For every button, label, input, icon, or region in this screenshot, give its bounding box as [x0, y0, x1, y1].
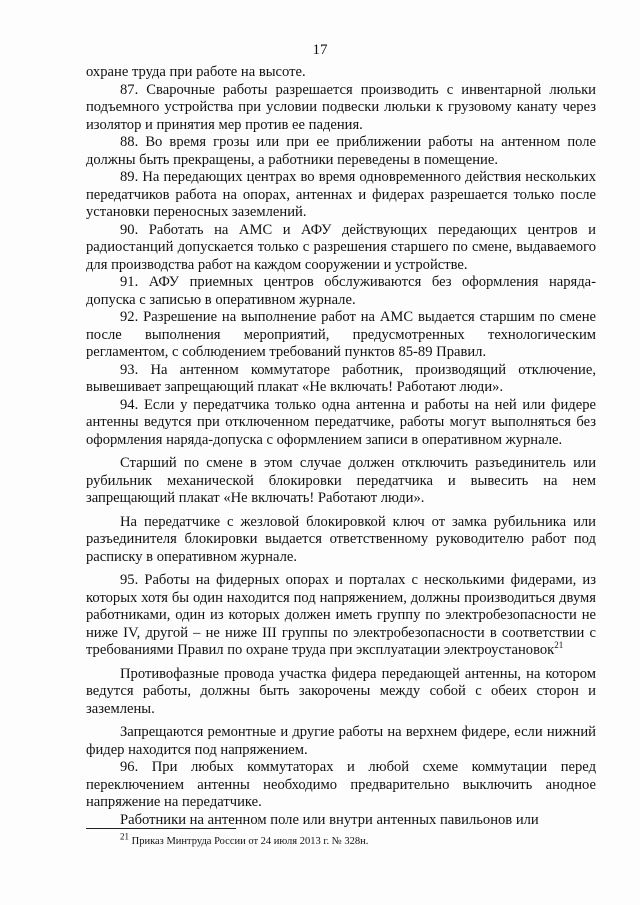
paragraph-92: 92. Разрешение на выполнение работ на АМС выдается старшим по смене после выполнения мероприятий, предусмотренных технологическим регламентом, с соблюдением требований пунктов 85-89 Правил. [86, 309, 596, 360]
paragraph-91: 91. АФУ приемных центров обслуживаются без оформления наряда-допуска с записью в оперативном журнале. [86, 274, 596, 308]
paragraph-94-baton-lock: На передатчике с жезловой блокировкой ключ от замка рубильника или разъединителя блокировки выдается ответственному руководителю работ под расписку в оперативном журнале. [86, 513, 596, 565]
paragraph-95 [86, 572, 596, 660]
document-body [86, 64, 596, 829]
paragraph-87: 87. Сварочные работы разрешается производить с инвентарной люльки подъемного устройства при условии подвески люльки к грузовому канату через изолятор и принятия мер против ее падения. [86, 81, 596, 133]
paragraph-94-shift-senior: Старший по смене в этом случае должен отключить разъединитель или рубильник механической блокировки передатчика и вывесить на нем запрещающий плакат «Не включать! Работают люди». [86, 455, 596, 506]
paragraph-96: 96. При любых коммутаторах и любой схеме коммутации перед переключением антенны необходимо предварительно выключить анодное напряжение на передатчике. [86, 759, 596, 810]
paragraph-95-text: 95. Работы на фидерных опорах и порталах с несколькими фидерами, из которых хотя бы один находится под напряжением, должны производиться двумя работниками, один из которых должен иметь группу по электробезопасности не ниже IV, другой – не ниже III группы по электробезопасности в соответствии с требованиями Правил по охране труда при эксплуатации электроустановок [86, 572, 596, 658]
footnote [86, 831, 596, 848]
paragraph-94: 94. Если у передатчика только одна антенна и работы на ней или фидере антенны ведутся при отключенном передатчике, работы могут выполняться без оформления наряда-допуска с оформлением записи в оперативном журнале. [86, 396, 596, 448]
paragraph-96-workers: Работники на антенном поле или внутри антенных павильонов или [120, 811, 539, 828]
paragraph-continuation: охране труда при работе на высоте. [86, 64, 306, 80]
footnote-text: Приказ Минтруда России от 24 июля 2013 г. № 328н. [131, 836, 369, 847]
paragraph-95-upper-feeder: Запрещаются ремонтные и другие работы на верхнем фидере, если нижний фидер находится под напряжением. [86, 724, 596, 758]
footnote-reference: 21 [554, 640, 564, 651]
footnote-divider [86, 828, 236, 829]
paragraph-88: 88. Во время грозы или при ее приближении работы на антенном поле должны быть прекращены, а работники переведены в помещение. [86, 134, 596, 168]
paragraph-95-antiphase: Противофазные провода участка фидера передающей антенны, на котором ведутся работы, должны быть закорочены между собой с обеих сторон и заземлены. [86, 665, 596, 717]
page-number: 17 [312, 42, 328, 58]
paragraph-90: 90. Работать на АМС и АФУ действующих передающих центров и радиостанций допускается только с разрешения старшего по смене, выдаваемого для производства работ на каждом сооружении и устройстве. [86, 221, 596, 273]
footnote-mark: 21 [120, 831, 129, 842]
paragraph-93: 93. На антенном коммутаторе работник, производящий отключение, вывешивает запрещающий плакат «Не включать! Работают люди». [86, 361, 596, 395]
paragraph-89: 89. На передающих центрах во время одновременного действия нескольких передатчиков работа на опорах, антеннах и фидерах разрешается только после установки переносных заземлений. [86, 169, 596, 220]
